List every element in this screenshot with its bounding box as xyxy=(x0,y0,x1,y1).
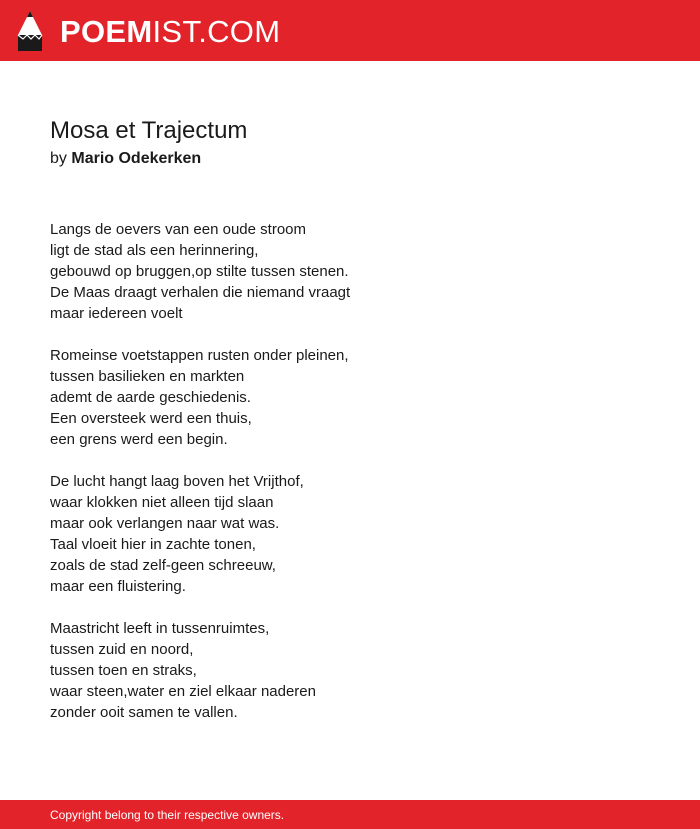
poem-line: waar steen,water en ziel elkaar naderen xyxy=(50,683,316,700)
poem-stanza xyxy=(50,219,650,324)
poem-line: maar iedereen voelt xyxy=(50,305,183,322)
poem-line: De Maas draagt verhalen die niemand vraagt xyxy=(50,284,351,301)
poem-line: ligt de stad als een herinnering, xyxy=(50,242,259,259)
poem-line: een grens werd een begin. xyxy=(50,431,228,448)
pencil-logo-icon xyxy=(16,9,44,53)
poem-line: maar ook verlangen naar wat was. xyxy=(50,515,280,532)
poem-stanza xyxy=(50,618,650,723)
poem-line: tussen basilieken en markten xyxy=(50,368,245,385)
poem-stanza xyxy=(50,345,650,450)
logo-wordmark xyxy=(60,13,281,49)
poem-line: Taal vloeit hier in zachte tonen, xyxy=(50,536,256,553)
poem-body xyxy=(50,219,650,723)
logo-text-bold: POEM xyxy=(60,13,153,49)
poem-line: maar een fluistering. xyxy=(50,578,186,595)
logo-text-light: IST.COM xyxy=(152,13,281,49)
byline-prefix: by xyxy=(50,150,67,167)
poem-line: Een oversteek werd een thuis, xyxy=(50,410,252,427)
poem-line: waar klokken niet alleen tijd slaan xyxy=(50,494,274,511)
poem-line: zonder ooit samen te vallen. xyxy=(50,704,238,721)
copyright-notice: Copyright belong to their respective owners. xyxy=(50,808,285,822)
site-logo[interactable] xyxy=(16,8,280,54)
poem-line: gebouwd op bruggen,op stilte tussen stenen. xyxy=(50,263,349,280)
byline xyxy=(50,149,650,169)
poem-line: Maastricht leeft in tussenruimtes, xyxy=(50,620,270,637)
poem-line: De lucht hangt laag boven het Vrijthof, xyxy=(50,473,304,490)
poem-line: zoals de stad zelf-geen schreeuw, xyxy=(50,557,276,574)
poem-line: tussen zuid en noord, xyxy=(50,641,194,658)
poem-content xyxy=(50,116,650,744)
site-footer xyxy=(0,800,700,829)
poem-line: Langs de oevers van een oude stroom xyxy=(50,221,307,238)
poem-stanza xyxy=(50,471,650,597)
poem-line: ademt de aarde geschiedenis. xyxy=(50,389,251,406)
site-header xyxy=(0,0,700,61)
poem-line: Romeinse voetstappen rusten onder pleinen, xyxy=(50,347,349,364)
poem-title: Mosa et Trajectum xyxy=(50,117,248,144)
poem-line: tussen toen en straks, xyxy=(50,662,197,679)
author-name: Mario Odekerken xyxy=(71,150,202,167)
